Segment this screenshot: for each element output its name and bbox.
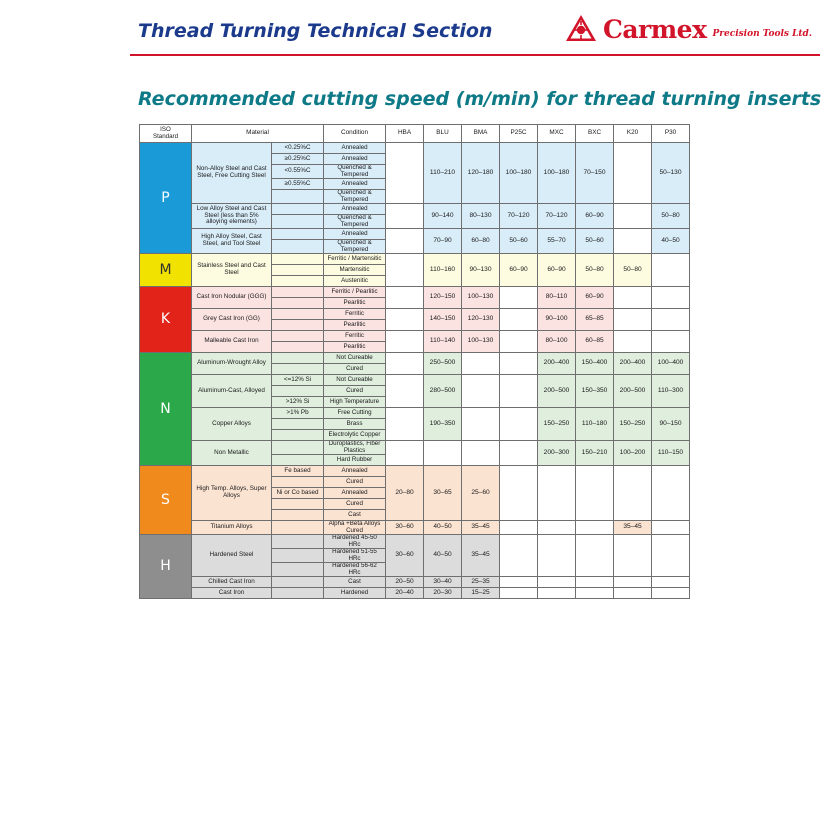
- speed-value-p30: 110–150: [652, 441, 690, 466]
- speed-value-bxc: 70–150: [576, 143, 614, 204]
- condition-cell: Cured: [324, 499, 386, 510]
- speed-value-p30: [652, 521, 690, 535]
- material-subtype: [272, 510, 324, 521]
- page-header: [130, 12, 820, 52]
- col-header-grade-p25c: P25C: [500, 125, 538, 143]
- speed-value-bxc: 50–60: [576, 229, 614, 254]
- speed-value-blu: 40–50: [424, 535, 462, 577]
- speed-value-p30: 50–130: [652, 143, 690, 204]
- material-subtype: [272, 535, 324, 549]
- material-subtype: [272, 577, 324, 588]
- condition-cell: Cured: [324, 386, 386, 397]
- table-row: [140, 254, 690, 265]
- speed-value-p25c: [500, 466, 538, 521]
- speed-value-mxc: 200–300: [538, 441, 576, 466]
- speed-value-k20: [614, 309, 652, 331]
- speed-value-mxc: 150–250: [538, 408, 576, 441]
- material-subtype: [272, 287, 324, 298]
- speed-value-blu: 20–30: [424, 588, 462, 599]
- condition-cell: Hardened 56-62 HRc: [324, 563, 386, 577]
- col-header-grade-hba: HBA: [386, 125, 424, 143]
- material-subtype: >1% Pb: [272, 408, 324, 419]
- speed-value-p25c: [500, 535, 538, 577]
- cutting-speed-table: [139, 124, 690, 599]
- material-name: Copper Alloys: [192, 408, 272, 441]
- speed-value-blu: [424, 441, 462, 466]
- speed-value-p30: 110–300: [652, 375, 690, 408]
- material-subtype: [272, 386, 324, 397]
- speed-value-k20: 150–250: [614, 408, 652, 441]
- speed-value-blu: 90–140: [424, 204, 462, 229]
- speed-value-k20: [614, 143, 652, 204]
- speed-value-p30: [652, 535, 690, 577]
- material-name: Non Metallic: [192, 441, 272, 466]
- speed-value-p25c: 70–120: [500, 204, 538, 229]
- condition-cell: Pearlitic: [324, 320, 386, 331]
- speed-value-p25c: 60–90: [500, 254, 538, 287]
- speed-value-k20: [614, 287, 652, 309]
- material-name: Grey Cast Iron (GG): [192, 309, 272, 331]
- speed-value-p25c: [500, 331, 538, 353]
- speed-value-p30: 50–80: [652, 204, 690, 229]
- material-name: Malleable Cast Iron: [192, 331, 272, 353]
- speed-value-mxc: [538, 588, 576, 599]
- table-row: [140, 229, 690, 240]
- speed-value-mxc: [538, 577, 576, 588]
- condition-cell: Ferritic / Martensitic: [324, 254, 386, 265]
- condition-cell: Quenched & Tempered: [324, 190, 386, 204]
- table-row: [140, 588, 690, 599]
- material-name: Low Alloy Steel and Cast Steel (less than 5% alloying elements): [192, 204, 272, 229]
- speed-value-mxc: 200–500: [538, 375, 576, 408]
- speed-value-k20: [614, 204, 652, 229]
- material-name: Stainless Steel and Cast Steel: [192, 254, 272, 287]
- material-subtype: [272, 298, 324, 309]
- speed-value-hba: [386, 331, 424, 353]
- speed-value-mxc: [538, 466, 576, 521]
- material-subtype: Fe based: [272, 466, 324, 477]
- condition-cell: Quenched & Tempered: [324, 215, 386, 229]
- condition-cell: Cast: [324, 510, 386, 521]
- speed-value-bxc: 60–85: [576, 331, 614, 353]
- speed-value-hba: [386, 408, 424, 441]
- speed-value-blu: 40–50: [424, 521, 462, 535]
- condition-cell: Annealed: [324, 466, 386, 477]
- speed-value-bma: 120–130: [462, 309, 500, 331]
- speed-value-blu: 140–150: [424, 309, 462, 331]
- material-subtype: <0.25%C: [272, 143, 324, 154]
- speed-value-blu: 110–160: [424, 254, 462, 287]
- speed-value-p30: [652, 331, 690, 353]
- speed-value-bma: 80–130: [462, 204, 500, 229]
- table-row: [140, 309, 690, 320]
- material-subtype: [272, 265, 324, 276]
- speed-value-k20: 35–45: [614, 521, 652, 535]
- speed-value-hba: 20–40: [386, 588, 424, 599]
- speed-value-blu: 110–210: [424, 143, 462, 204]
- col-header-grade-bxc: BXC: [576, 125, 614, 143]
- speed-value-k20: 100–200: [614, 441, 652, 466]
- table-row: [140, 521, 690, 535]
- speed-value-bma: 15–25: [462, 588, 500, 599]
- condition-cell: Brass: [324, 419, 386, 430]
- speed-value-hba: 30–60: [386, 521, 424, 535]
- speed-value-p25c: [500, 577, 538, 588]
- speed-value-bma: 35–45: [462, 535, 500, 577]
- speed-value-bxc: 150–400: [576, 353, 614, 375]
- group-cell-s: S: [140, 466, 192, 535]
- condition-cell: Hardened 51-55 HRc: [324, 549, 386, 563]
- condition-cell: Annealed: [324, 179, 386, 190]
- condition-cell: Cast: [324, 577, 386, 588]
- speed-value-bma: [462, 408, 500, 441]
- speed-value-hba: [386, 441, 424, 466]
- material-subtype: [272, 419, 324, 430]
- material-name: Hardened Steel: [192, 535, 272, 577]
- condition-cell: Quenched & Tempered: [324, 165, 386, 179]
- condition-cell: Ferritic: [324, 331, 386, 342]
- speed-value-bxc: 150–350: [576, 375, 614, 408]
- condition-cell: Quenched & Tempered: [324, 240, 386, 254]
- speed-value-bma: 90–130: [462, 254, 500, 287]
- speed-value-mxc: 60–90: [538, 254, 576, 287]
- condition-cell: Ferritic: [324, 309, 386, 320]
- col-header-grade-k20: K20: [614, 125, 652, 143]
- table-row: [140, 287, 690, 298]
- speed-value-p25c: [500, 521, 538, 535]
- material-name: Non-Alloy Steel and Cast Steel, Free Cutting Steel: [192, 143, 272, 204]
- group-cell-h: H: [140, 535, 192, 599]
- speed-value-bxc: 65–85: [576, 309, 614, 331]
- table-row: [140, 535, 690, 549]
- speed-value-bma: 25–60: [462, 466, 500, 521]
- section-title: Recommended cutting speed (m/min) for thread turning inserts: [138, 88, 822, 110]
- material-subtype: [272, 215, 324, 229]
- brand-logo: [565, 14, 812, 44]
- col-header-grade-blu: BLU: [424, 125, 462, 143]
- table-header-row: [140, 125, 690, 143]
- material-subtype: ≥0.25%C: [272, 154, 324, 165]
- speed-value-p30: 100–400: [652, 353, 690, 375]
- speed-value-p25c: 100–180: [500, 143, 538, 204]
- speed-value-bxc: 110–180: [576, 408, 614, 441]
- speed-value-p25c: [500, 408, 538, 441]
- speed-value-bma: 100–130: [462, 331, 500, 353]
- speed-value-bxc: 150–210: [576, 441, 614, 466]
- speed-value-p25c: [500, 441, 538, 466]
- material-subtype: [272, 320, 324, 331]
- col-header-grade-p30: P30: [652, 125, 690, 143]
- speed-value-blu: 70–90: [424, 229, 462, 254]
- col-header-material: Material: [192, 125, 324, 143]
- speed-value-mxc: 80–100: [538, 331, 576, 353]
- speed-value-bxc: [576, 588, 614, 599]
- condition-cell: Hard Rubber: [324, 455, 386, 466]
- material-subtype: ≥0.55%C: [272, 179, 324, 190]
- col-header-condition: Condition: [324, 125, 386, 143]
- speed-value-bxc: 60–90: [576, 287, 614, 309]
- condition-cell: Pearlitic: [324, 298, 386, 309]
- speed-value-bma: 120–180: [462, 143, 500, 204]
- speed-value-blu: 30–65: [424, 466, 462, 521]
- speed-value-hba: [386, 143, 424, 204]
- material-subtype: [272, 455, 324, 466]
- page-title: Thread Turning Technical Section: [138, 20, 493, 42]
- table-row: [140, 441, 690, 455]
- table-row: [140, 353, 690, 364]
- speed-value-hba: [386, 204, 424, 229]
- speed-value-mxc: [538, 521, 576, 535]
- condition-cell: Cured: [324, 477, 386, 488]
- condition-cell: Duroplastics, Fiber Plastics: [324, 441, 386, 455]
- speed-value-k20: 200–500: [614, 375, 652, 408]
- col-header-iso: ISO Standard: [140, 125, 192, 143]
- material-name: Aluminum-Cast, Alloyed: [192, 375, 272, 408]
- condition-cell: Annealed: [324, 488, 386, 499]
- speed-value-p30: [652, 287, 690, 309]
- material-subtype: [272, 499, 324, 510]
- group-cell-m: M: [140, 254, 192, 287]
- material-name: Cast Iron: [192, 588, 272, 599]
- speed-value-blu: 280–500: [424, 375, 462, 408]
- speed-value-hba: [386, 287, 424, 309]
- material-subtype: [272, 364, 324, 375]
- material-name: Titanium Alloys: [192, 521, 272, 535]
- speed-value-mxc: 100–180: [538, 143, 576, 204]
- speed-value-k20: [614, 535, 652, 577]
- condition-cell: Hardened 45-50 HRc: [324, 535, 386, 549]
- material-subtype: <0.55%C: [272, 165, 324, 179]
- material-subtype: <=12% Si: [272, 375, 324, 386]
- speed-value-bxc: 50–80: [576, 254, 614, 287]
- speed-value-bma: 100–130: [462, 287, 500, 309]
- group-cell-p: P: [140, 143, 192, 254]
- table-row: [140, 466, 690, 477]
- speed-value-p30: 40–50: [652, 229, 690, 254]
- material-name: Chilled Cast Iron: [192, 577, 272, 588]
- material-subtype: >12% Si: [272, 397, 324, 408]
- speed-value-k20: [614, 229, 652, 254]
- material-subtype: [272, 521, 324, 535]
- speed-value-k20: [614, 331, 652, 353]
- speed-value-bxc: [576, 577, 614, 588]
- speed-value-hba: [386, 353, 424, 375]
- speed-value-bxc: [576, 535, 614, 577]
- speed-value-k20: [614, 466, 652, 521]
- group-cell-n: N: [140, 353, 192, 466]
- speed-value-hba: 30–60: [386, 535, 424, 577]
- condition-cell: Pearlitic: [324, 342, 386, 353]
- condition-cell: Ferritic / Pearlitic: [324, 287, 386, 298]
- speed-value-p30: [652, 466, 690, 521]
- speed-value-bma: 60–80: [462, 229, 500, 254]
- speed-value-k20: 200–400: [614, 353, 652, 375]
- speed-value-bma: [462, 353, 500, 375]
- material-subtype: [272, 477, 324, 488]
- condition-cell: Annealed: [324, 204, 386, 215]
- condition-cell: Not Cureable: [324, 353, 386, 364]
- table-row: [140, 331, 690, 342]
- speed-value-blu: 30–40: [424, 577, 462, 588]
- condition-cell: Not Cureable: [324, 375, 386, 386]
- speed-value-k20: [614, 577, 652, 588]
- material-subtype: [272, 588, 324, 599]
- material-subtype: [272, 276, 324, 287]
- material-subtype: [272, 441, 324, 455]
- speed-value-p30: [652, 588, 690, 599]
- condition-cell: Martensitic: [324, 265, 386, 276]
- speed-value-blu: 110–140: [424, 331, 462, 353]
- material-subtype: [272, 342, 324, 353]
- speed-value-p25c: [500, 353, 538, 375]
- condition-cell: Hardened: [324, 588, 386, 599]
- speed-value-hba: [386, 254, 424, 287]
- speed-value-mxc: 200–400: [538, 353, 576, 375]
- speed-value-blu: 190–350: [424, 408, 462, 441]
- table-row: [140, 143, 690, 154]
- speed-value-mxc: 55–70: [538, 229, 576, 254]
- speed-value-mxc: 70–120: [538, 204, 576, 229]
- condition-cell: Cured: [324, 364, 386, 375]
- header-divider: [130, 54, 820, 56]
- speed-value-p30: 90–150: [652, 408, 690, 441]
- material-subtype: [272, 204, 324, 215]
- material-subtype: [272, 563, 324, 577]
- col-header-grade-bma: BMA: [462, 125, 500, 143]
- speed-value-p30: [652, 254, 690, 287]
- speed-value-hba: 20–50: [386, 577, 424, 588]
- speed-value-p30: [652, 577, 690, 588]
- speed-value-bma: [462, 375, 500, 408]
- speed-value-p25c: [500, 287, 538, 309]
- condition-cell: Annealed: [324, 143, 386, 154]
- speed-value-hba: [386, 309, 424, 331]
- group-cell-k: K: [140, 287, 192, 353]
- speed-value-hba: 20–80: [386, 466, 424, 521]
- condition-cell: High Temperature: [324, 397, 386, 408]
- speed-value-k20: [614, 588, 652, 599]
- material-name: Cast Iron Nodular (GGG): [192, 287, 272, 309]
- col-header-grade-mxc: MXC: [538, 125, 576, 143]
- speed-value-mxc: 90–100: [538, 309, 576, 331]
- speed-value-p25c: [500, 375, 538, 408]
- speed-value-k20: 50–80: [614, 254, 652, 287]
- material-name: High Alloy Steel, Cast Steel, and Tool Steel: [192, 229, 272, 254]
- material-subtype: [272, 309, 324, 320]
- speed-value-hba: [386, 375, 424, 408]
- table-row: [140, 577, 690, 588]
- brand-name: Carmex: [602, 14, 707, 44]
- speed-value-bma: [462, 441, 500, 466]
- material-subtype: [272, 190, 324, 204]
- speed-value-p30: [652, 309, 690, 331]
- material-subtype: [272, 331, 324, 342]
- table-row: [140, 375, 690, 386]
- speed-value-blu: 120–150: [424, 287, 462, 309]
- table-row: [140, 204, 690, 215]
- speed-value-blu: 250–500: [424, 353, 462, 375]
- material-subtype: [272, 353, 324, 364]
- cutting-speed-table-wrapper: [139, 124, 689, 599]
- material-name: Aluminum-Wrought Alloy: [192, 353, 272, 375]
- speed-value-mxc: [538, 535, 576, 577]
- brand-subtitle: Precision Tools Ltd.: [712, 29, 812, 39]
- material-subtype: [272, 430, 324, 441]
- speed-value-bxc: 60–90: [576, 204, 614, 229]
- speed-value-p25c: [500, 309, 538, 331]
- material-subtype: Ni or Co based: [272, 488, 324, 499]
- material-subtype: [272, 229, 324, 240]
- speed-value-bma: 25–35: [462, 577, 500, 588]
- speed-value-p25c: 50–60: [500, 229, 538, 254]
- condition-cell: Annealed: [324, 154, 386, 165]
- material-name: High Temp. Alloys, Super Alloys: [192, 466, 272, 521]
- condition-cell: Free Cutting: [324, 408, 386, 419]
- speed-value-bxc: [576, 521, 614, 535]
- speed-value-bma: 35–45: [462, 521, 500, 535]
- speed-value-mxc: 80–110: [538, 287, 576, 309]
- speed-value-p25c: [500, 588, 538, 599]
- material-subtype: [272, 254, 324, 265]
- speed-value-hba: [386, 229, 424, 254]
- condition-cell: Electrolytic Copper: [324, 430, 386, 441]
- carmex-logo-icon: [565, 14, 597, 44]
- table-row: [140, 408, 690, 419]
- condition-cell: Annealed: [324, 229, 386, 240]
- condition-cell: Alpha +Beta Alloys Cured: [324, 521, 386, 535]
- material-subtype: [272, 549, 324, 563]
- condition-cell: Austenitic: [324, 276, 386, 287]
- speed-value-bxc: [576, 466, 614, 521]
- material-subtype: [272, 240, 324, 254]
